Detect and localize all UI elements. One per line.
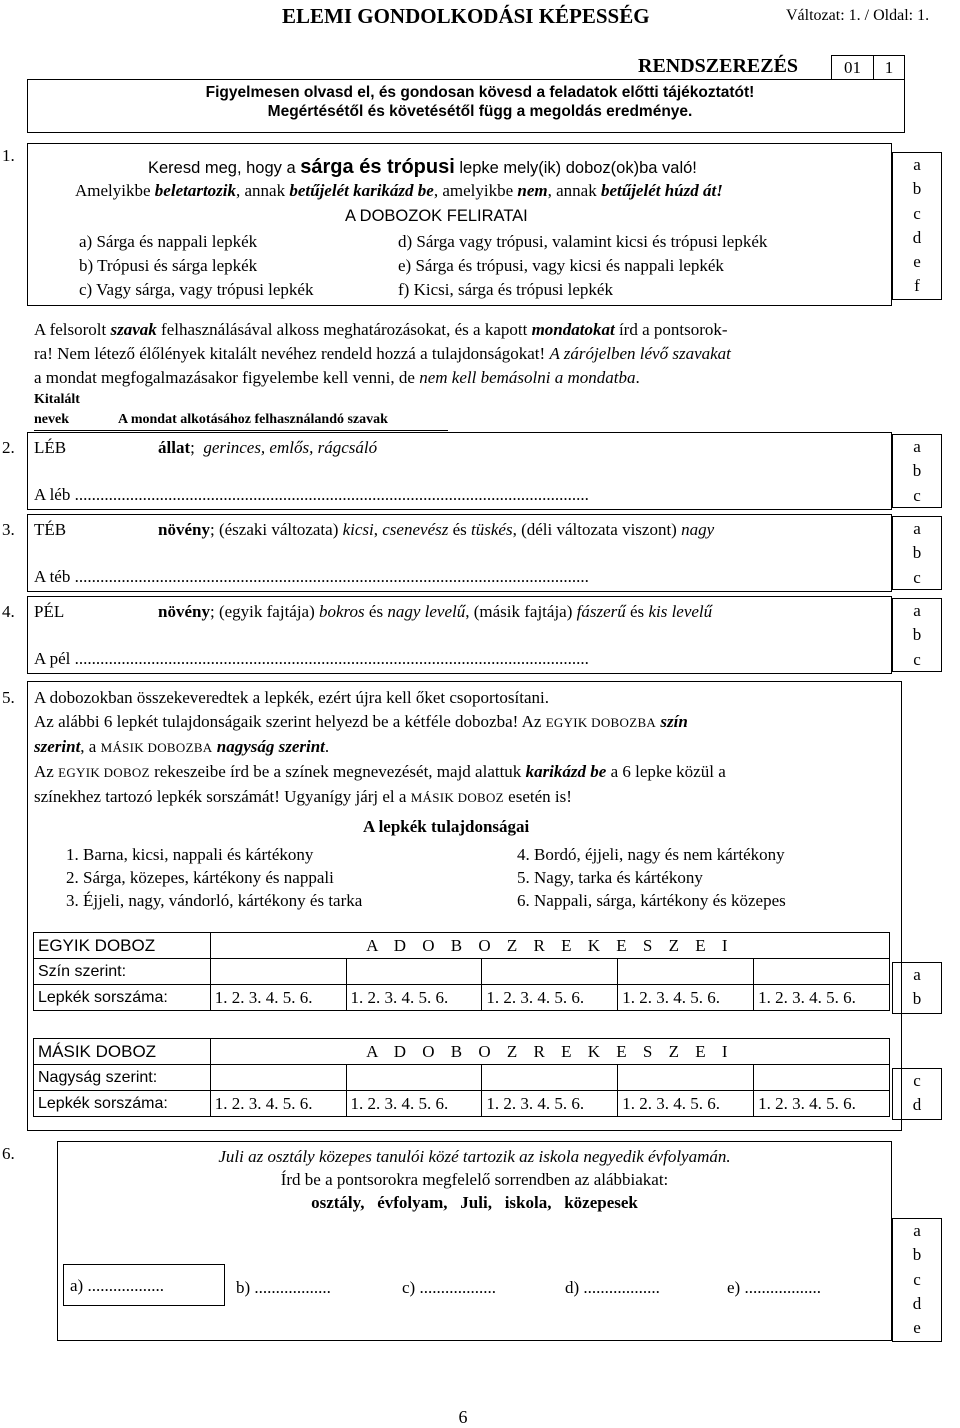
size-cell[interactable]	[210, 1065, 346, 1091]
color-cell[interactable]	[482, 959, 618, 985]
row-label-size: Nagyság szerint:	[34, 1065, 211, 1091]
row-label-numbers: Lepkék sorszáma:	[34, 1091, 211, 1117]
letter-e[interactable]: e	[913, 252, 921, 272]
q2-answer-letters	[892, 434, 942, 508]
letter-a[interactable]: a	[913, 519, 921, 538]
size-cell[interactable]	[346, 1065, 482, 1091]
slot-d[interactable]: d) ..................	[565, 1278, 660, 1297]
letter-c[interactable]: c	[913, 567, 921, 587]
letter-a[interactable]: a	[913, 1221, 921, 1240]
color-cell[interactable]	[618, 959, 754, 985]
letter-a[interactable]: a	[913, 155, 921, 174]
box-label-b: b) Trópusi és sárga lepkék	[79, 256, 258, 275]
letter-b[interactable]: b	[912, 543, 922, 563]
number-cell[interactable]: 1. 2. 3. 4. 5. 6.	[618, 985, 754, 1011]
number-cell[interactable]: 1. 2. 3. 4. 5. 6.	[482, 1091, 618, 1117]
letter-c[interactable]: c	[913, 1269, 921, 1289]
q1-line-2: Amelyikbe beletartozik, annak betűjelét karikázd be, amelyikbe nem, annak betűjelét húzd át!	[75, 181, 723, 200]
letter-c[interactable]: c	[913, 1071, 921, 1090]
compartments-header: A D O B O Z R E K E S Z E I	[210, 933, 889, 959]
q3-answer-line[interactable]: A téb .........................................................................................................................	[34, 567, 589, 586]
slot-c[interactable]: c) ..................	[402, 1278, 496, 1297]
property-4: 4. Bordó, éjjeli, nagy és nem kártékony	[517, 845, 785, 864]
header-underline-2	[118, 430, 448, 431]
q5-instructions: A dobozokban összekeveredtek a lepkék, ezért újra kell őket csoportosítani. Az alábbi 6 lepkét tulajdonságaik szerint helyezd be a kétféle dobozba! Az EGYIK DOBOZBA szín szerint, a MÁSIK DOBOZBA nagyság szerint. Az EGYIK DOBOZ rekeszeibe írd be a színek megnevezését, majd alattuk karikázd be a 6 lepke közül a színekhez tartozó lepkék sorszámát! Ugyanígy járj el a MÁSIK DOBOZ esetén is!	[34, 688, 726, 806]
q3-words: növény; (északi változata) kicsi, csenevész és tüskés, (déli változata viszont) nagy	[158, 520, 715, 539]
letter-b[interactable]: b	[912, 1245, 922, 1265]
letter-d[interactable]: d	[912, 1095, 922, 1115]
letter-f[interactable]: f	[914, 276, 920, 296]
notice-line-1: Figyelmesen olvasd el, és gondosan kövesd a feladatok előtti tájékoztatót!	[205, 84, 755, 101]
number-cell[interactable]: 1. 2. 3. 4. 5. 6.	[210, 985, 346, 1011]
q5-letters-2	[892, 1068, 942, 1120]
letter-b[interactable]: b	[912, 989, 922, 1009]
column-header-names-2: nevek	[34, 412, 69, 427]
number-cell[interactable]: 1. 2. 3. 4. 5. 6.	[346, 1091, 482, 1117]
q6-sentence: Juli az osztály közepes tanulói közé tartozik az iskola negyedik évfolyamán.	[218, 1147, 731, 1166]
column-header-names-1: Kitalált	[34, 392, 80, 407]
box-label-d: d) Sárga vagy trópusi, valamint kicsi és trópusi lepkék	[398, 232, 768, 251]
number-cell[interactable]: 1. 2. 3. 4. 5. 6.	[210, 1091, 346, 1117]
question-number-5: 5.	[2, 688, 15, 707]
number-cell[interactable]: 1. 2. 3. 4. 5. 6.	[754, 1091, 890, 1117]
number-cell[interactable]: 1. 2. 3. 4. 5. 6.	[754, 985, 890, 1011]
row-label-numbers: Lepkék sorszáma:	[34, 985, 211, 1011]
letter-c[interactable]: c	[913, 485, 921, 505]
q1-line-1: Keresd meg, hogy a sárga és trópusi lepke mely(ik) doboz(ok)ba való!	[148, 156, 697, 178]
q5-letters-1	[892, 962, 942, 1014]
color-cell[interactable]	[346, 959, 482, 985]
letter-d[interactable]: d	[912, 1293, 922, 1313]
question-number-6: 6.	[2, 1144, 15, 1163]
letter-d[interactable]: d	[912, 227, 922, 247]
q6-answer-letters	[892, 1218, 942, 1342]
section-title: RENDSZEREZÉS	[638, 55, 799, 77]
q3-answer-letters	[892, 516, 942, 590]
q6-word-list: osztály, évfolyam, Juli, iskola, közepesek	[311, 1193, 638, 1212]
page-number: 6	[458, 1407, 468, 1427]
color-cell[interactable]	[210, 959, 346, 985]
property-2: 2. Sárga, közepes, kártékony és nappali	[66, 868, 334, 887]
letter-e[interactable]: e	[913, 1318, 921, 1338]
q2-answer-line[interactable]: A léb .........................................................................................................................	[34, 485, 589, 504]
letter-c[interactable]: c	[913, 203, 921, 223]
q4-answer-line[interactable]: A pél .........................................................................................................................	[34, 649, 589, 668]
question-number-1: 1.	[2, 146, 15, 165]
box-table-size	[33, 1038, 890, 1117]
number-cell[interactable]: 1. 2. 3. 4. 5. 6.	[346, 985, 482, 1011]
code-box-2: 1	[873, 55, 905, 80]
column-header-words: A mondat alkotásához felhasználandó szavak	[118, 412, 388, 427]
slot-e[interactable]: e) ..................	[727, 1278, 821, 1297]
letter-a[interactable]: a	[913, 965, 921, 984]
letter-c[interactable]: c	[913, 649, 921, 669]
row-label-color: Szín szerint:	[34, 959, 211, 985]
boxes-title: A DOBOZOK FELIRATAI	[345, 207, 528, 225]
property-6: 6. Nappali, sárga, kártékony és közepes	[517, 891, 786, 910]
q4-name: PÉL	[34, 602, 65, 621]
compartments-header: A D O B O Z R E K E S Z E I	[210, 1039, 889, 1065]
color-cell[interactable]	[754, 959, 890, 985]
box-table-color	[33, 932, 890, 1011]
q2-words: állat; gerinces, emlős, rágcsáló	[158, 438, 378, 457]
letter-b[interactable]: b	[912, 179, 922, 199]
size-cell[interactable]	[618, 1065, 754, 1091]
code-box-1: 01	[831, 55, 874, 80]
box-label-f: f) Kicsi, sárga és trópusi lepkék	[398, 280, 613, 299]
box-label-a: a) Sárga és nappali lepkék	[79, 232, 258, 251]
number-cell[interactable]: 1. 2. 3. 4. 5. 6.	[482, 985, 618, 1011]
box-label-e: e) Sárga és trópusi, vagy kicsi és nappali lepkék	[398, 256, 724, 275]
box-label-c: c) Vagy sárga, vagy trópusi lepkék	[79, 280, 314, 299]
properties-title: A lepkék tulajdonságai	[363, 817, 530, 836]
intro-paragraph: A felsorolt szavak felhasználásával alkoss meghatározásokat, és a kapott mondatokat írd a pontsorok- ra! Nem létező élőlények kitalált nevéhez rendeld hozzá a tulajdonságokat! A zárójelben lévő szavakat a mondat megfogalmazásakor figyelembe kell venni, de nem kell bemásolni a mondatba.	[34, 320, 731, 387]
q4-words: növény; (egyik fajtája) bokros és nagy levelű, (másik fajtája) fászerű és kis levelű	[158, 602, 713, 621]
question-number-3: 3.	[2, 520, 15, 539]
number-cell[interactable]: 1. 2. 3. 4. 5. 6.	[618, 1091, 754, 1117]
q1-answer-letters	[892, 152, 942, 300]
letter-a[interactable]: a	[913, 601, 921, 620]
q3-name: TÉB	[34, 520, 67, 539]
header-underline-1	[34, 430, 120, 431]
size-cell[interactable]	[482, 1065, 618, 1091]
slot-a[interactable]: a) ..................	[70, 1276, 164, 1295]
notice-line-2: Megértésétől és követésétől függ a megoldás eredménye.	[267, 103, 693, 120]
table-head: MÁSIK DOBOZ	[34, 1039, 211, 1065]
question-number-2: 2.	[2, 438, 15, 457]
question-number-4: 4.	[2, 602, 15, 621]
q2-name: LÉB	[34, 438, 67, 457]
q6-instruction: Írd be a pontsorokra megfelelő sorrendben az alábbiakat:	[280, 1170, 669, 1189]
letter-b[interactable]: b	[912, 461, 922, 481]
letter-a[interactable]: a	[913, 437, 921, 456]
letter-b[interactable]: b	[912, 625, 922, 645]
slot-b[interactable]: b) ..................	[236, 1278, 331, 1297]
size-cell[interactable]	[754, 1065, 890, 1091]
property-3: 3. Éjjeli, nagy, vándorló, kártékony és tarka	[66, 891, 363, 910]
property-5: 5. Nagy, tarka és kártékony	[517, 868, 703, 887]
page-title: ELEMI GONDOLKODÁSI KÉPESSÉG	[282, 4, 650, 28]
q4-answer-letters	[892, 598, 942, 672]
property-1: 1. Barna, kicsi, nappali és kártékony	[66, 845, 314, 864]
table-head: EGYIK DOBOZ	[34, 933, 211, 959]
variant-label: Változat: 1. / Oldal: 1.	[786, 7, 930, 24]
